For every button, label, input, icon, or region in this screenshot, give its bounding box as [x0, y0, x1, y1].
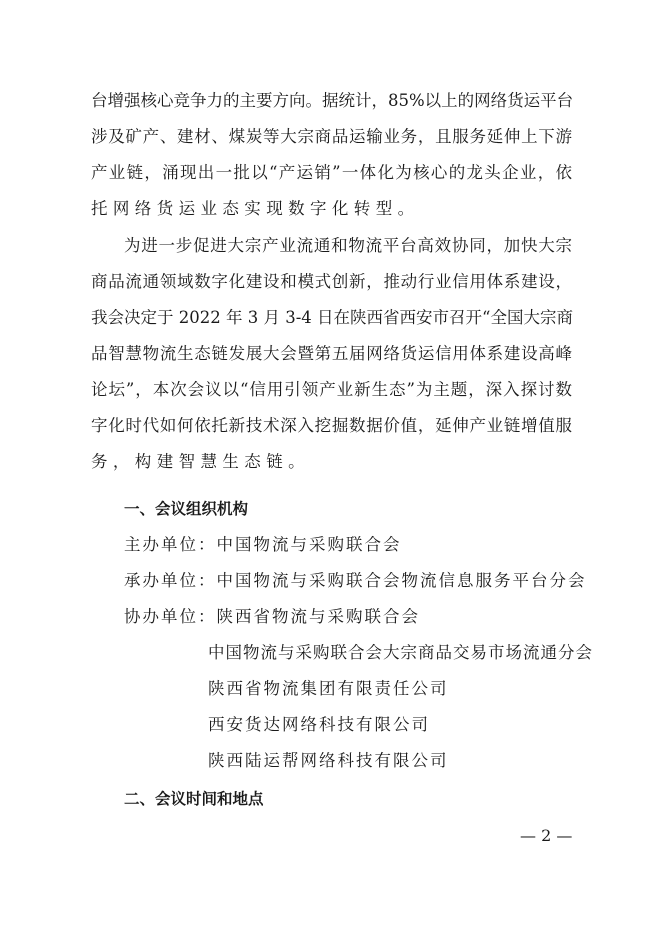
- organizer-row: [124, 533, 402, 557]
- co-organizer: 陕西省物流集团有限责任公司: [208, 679, 449, 698]
- paragraph-line: 品智慧物流生态链发展大会暨第五届网络货运信用体系建设高峰: [91, 344, 572, 363]
- paragraph-line: 字化时代如何依托新技术深入挖掘数据价值，延伸产业链增值服: [91, 416, 572, 435]
- organizer-value: 中国物流与采购联合会物流信息服务平台分会: [216, 571, 587, 590]
- paragraph-line: 为进一步促进大宗产业流通和物流平台高效协同，加快大宗: [124, 236, 572, 255]
- paragraph-line: 台增强核心竞争力的主要方向。据统计，85%以上的网络货运平台: [91, 91, 574, 110]
- co-organizer: 中国物流与采购联合会大宗商品交易市场流通分会: [208, 643, 593, 662]
- paragraph-line: 托网络货运业态实现数字化转型。: [91, 199, 420, 218]
- page-number: — 2 —: [520, 826, 573, 845]
- organizer-label: 承办单位：: [124, 571, 217, 590]
- co-organizer: 西安货达网络科技有限公司: [208, 715, 430, 734]
- organizer-row: [124, 605, 420, 629]
- organizer-row: [124, 569, 587, 593]
- co-organizer: 陕西陆运帮网络科技有限公司: [208, 751, 449, 770]
- paragraph-line: 论坛”，本次会议以“信用引领产业新生态”为主题，深入探讨数: [91, 380, 572, 399]
- paragraph-line: 务，构建智慧生态链。: [91, 452, 310, 471]
- paragraph-line: 涉及矿产、建材、煤炭等大宗商品运输业务，且服务延伸上下游: [91, 127, 572, 146]
- paragraph-line: 商品流通领域数字化建设和模式创新，推动行业信用体系建设，: [91, 272, 572, 291]
- organizer-value: 陕西省物流与采购联合会: [216, 607, 420, 626]
- organizer-value: 中国物流与采购联合会: [216, 535, 402, 554]
- section-heading: 一、会议组织机构: [124, 500, 249, 518]
- organizer-label: 协办单位：: [124, 607, 217, 626]
- paragraph-line: 产业链，涌现出一批以“产运销”一体化为核心的龙头企业，依: [91, 163, 572, 182]
- paragraph-line: 我会决定于 2022 年 3 月 3-4 日在陕西省西安市召开“全国大宗商: [91, 308, 573, 327]
- section-heading: 二、会议时间和地点: [124, 790, 264, 808]
- organizer-label: 主办单位：: [124, 535, 217, 554]
